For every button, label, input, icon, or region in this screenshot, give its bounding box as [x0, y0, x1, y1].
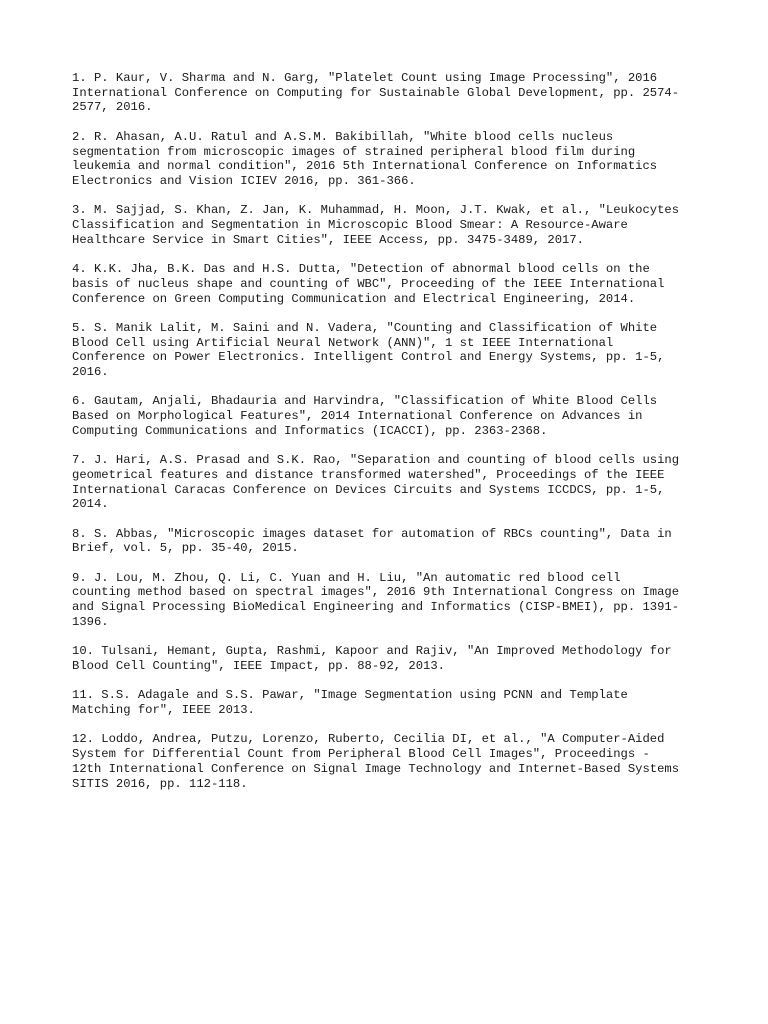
reference-item-8: [72, 527, 702, 556]
reference-line: 12th International Conference on Signal Image Technology and Internet-Based Systems: [72, 761, 680, 776]
reference-item-3: [72, 203, 702, 247]
reference-item-10: [72, 644, 702, 673]
reference-line: 2. R. Ahasan, A.U. Ratul and A.S.M. Bakibillah, "White blood cells nucleus: [72, 129, 614, 144]
reference-list: [72, 71, 702, 806]
reference-line: 1396.: [72, 614, 109, 629]
reference-line: International Conference on Computing for Sustainable Global Development, pp. 2574-: [72, 85, 680, 100]
reference-line: Classification and Segmentation in Microscopic Blood Smear: A Resource-Aware: [72, 218, 628, 232]
reference-line: Based on Morphological Features", 2014 International Conference on Advances in: [72, 409, 643, 424]
reference-line: 5. S. Manik Lalit, M. Saini and N. Vadera, "Counting and Classification of White: [72, 320, 658, 335]
reference-item-9: [72, 571, 702, 630]
reference-line: 10. Tulsani, Hemant, Gupta, Rashmi, Kapoor and Rajiv, "An Improved Methodology for: [72, 644, 672, 659]
reference-line: SITIS 2016, pp. 112-118.: [72, 776, 248, 791]
reference-line: 11. S.S. Adagale and S.S. Pawar, "Image Segmentation using PCNN and Template: [72, 688, 628, 703]
reference-line: System for Differential Count from Peripheral Blood Cell Images", Proceedings -: [72, 747, 650, 762]
reference-line: segmentation from microscopic images of strained peripheral blood film during: [72, 144, 636, 159]
reference-line: Electronics and Vision ICIEV 2016, pp. 361-366.: [72, 173, 416, 188]
reference-item-6: [72, 394, 702, 438]
reference-line: and Signal Processing BioMedical Engineering and Informatics (CISP-BMEI), pp. 1391-: [72, 600, 680, 615]
reference-line: 2577, 2016.: [72, 100, 153, 115]
reference-line: Blood Cell using Artificial Neural Network (ANN)", 1 st IEEE International: [72, 335, 614, 350]
reference-item-7: [72, 453, 702, 512]
reference-item-11: [72, 688, 702, 717]
reference-line: counting method based on spectral images", 2016 9th International Congress on Image: [72, 585, 680, 600]
reference-line: 2014.: [72, 497, 109, 512]
reference-item-1: [72, 71, 702, 115]
reference-line: Healthcare Service in Smart Cities", IEEE Access, pp. 3475-3489, 2017.: [72, 232, 584, 247]
reference-line: Conference on Power Electronics. Intelligent Control and Energy Systems, pp. 1-5,: [72, 350, 665, 365]
reference-line: Computing Communications and Informatics (ICACCI), pp. 2363-2368.: [72, 423, 548, 438]
reference-item-4: [72, 262, 702, 306]
reference-item-12: [72, 732, 702, 791]
reference-line: 3. M. Sajjad, S. Khan, Z. Jan, K. Muhammad, H. Moon, J.T. Kwak, et al., "Leukocytes: [72, 203, 680, 218]
reference-line: Brief, vol. 5, pp. 35-40, 2015.: [72, 541, 299, 556]
reference-line: Conference on Green Computing Communication and Electrical Engineering, 2014.: [72, 291, 636, 306]
reference-line: 9. J. Lou, M. Zhou, Q. Li, C. Yuan and H. Liu, "An automatic red blood cell: [72, 570, 621, 585]
reference-line: basis of nucleus shape and counting of WBC", Proceeding of the IEEE International: [72, 276, 665, 291]
reference-line: 2016.: [72, 365, 109, 379]
reference-line: 7. J. Hari, A.S. Prasad and S.K. Rao, "Separation and counting of blood cells using: [72, 453, 680, 468]
reference-line: Matching for", IEEE 2013.: [72, 703, 255, 718]
reference-line: 12. Loddo, Andrea, Putzu, Lorenzo, Ruberto, Cecilia DI, et al., "A Computer-Aided: [72, 732, 665, 747]
reference-item-2: [72, 130, 702, 189]
reference-line: 8. S. Abbas, "Microscopic images dataset for automation of RBCs counting", Data in: [72, 526, 672, 541]
reference-line: geometrical features and distance transformed watershed", Proceedings of the IEEE: [72, 467, 665, 482]
reference-item-5: [72, 321, 702, 380]
reference-line: 4. K.K. Jha, B.K. Das and H.S. Dutta, "Detection of abnormal blood cells on the: [72, 262, 650, 277]
reference-line: 1. P. Kaur, V. Sharma and N. Garg, "Platelet Count using Image Processing", 2016: [72, 71, 658, 85]
reference-line: International Caracas Conference on Devices Circuits and Systems ICCDCS, pp. 1-5,: [72, 482, 665, 497]
reference-line: leukemia and normal condition", 2016 5th International Conference on Informatics: [72, 159, 658, 174]
reference-line: Blood Cell Counting", IEEE Impact, pp. 88-92, 2013.: [72, 658, 445, 673]
reference-line: 6. Gautam, Anjali, Bhadauria and Harvindra, "Classification of White Blood Cells: [72, 394, 658, 409]
